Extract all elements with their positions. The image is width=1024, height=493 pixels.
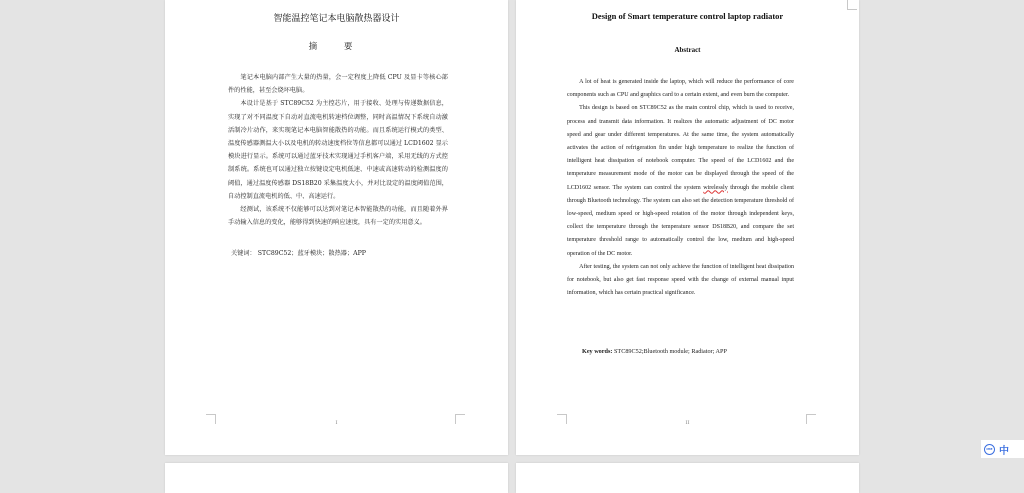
english-abstract-heading: Abstract [674, 46, 701, 54]
paragraph: 本设计是基于 STC89C52 为主控芯片，用于接收、处理与传递数据信息，实现了对不同温度下自动对直流电机转速档位调整，同时高温情况下系统自动激活制冷片动作，来实现笔记本电脑智能散热的功能。而且系统运行模式的类型、温度传感器测温大小以及电机的转动速度档位等信息都可以通过 LCD1602 显示模块进行显示。系统可以通过蓝牙技术实现通过手机客户端，采用无线的方式控制系统。系统也可以通过独立按键设定电机低速、中速或高速转动的检测温度的阈值，通过温度传感器 DS18B20 采集温度大小，并对比设定的温度阈值范围，自动控制直流电机的低、中、高速运行。 [228, 100, 448, 200]
english-title: Design of Smart temperature control laptop radiator [591, 11, 784, 21]
ime-language[interactable]: 中 [999, 445, 1009, 457]
ime-logo-icon: IME [984, 444, 995, 455]
chinese-abstract-body [228, 71, 448, 229]
english-keywords [582, 348, 727, 355]
page-number: II [685, 420, 690, 426]
document-page-2 [516, 0, 859, 455]
keywords-value: STC89C52;Bluetooth module; Radiator; APP [613, 348, 727, 355]
document-page-4 [516, 463, 859, 493]
chinese-abstract-heading: 摘 要 [308, 42, 365, 52]
text: through the mobile client through Bluetooth technology. The system can also set the detection temperature threshold of low-speed, medium speed or high-speed rotation of the motor through independent keys, collect the temperature through the temperature sensor DS18B20, and compare the set temperature threshold range to automatically control the low, medium and high-speed operation of the DC motor. [567, 184, 794, 257]
text: This design is based on STC89C52 as the main control chip, which is used to receive, process and transmit data information. It realizes the automatic adjustment of DC motor speed and gear under different temperatures. At the same time, the system automatically activates the action of refrigeration fin under high temperature to realize the function of intelligent heat dissipation of notebook computer. The speed of the LCD1602 and the temperature measurement mode of the motor can be displayed through the speed of the LCD1602 sensor. The system can control the system [567, 105, 794, 191]
paragraph: 经测试，该系统不仅能够可以达到对笔记本智能散热的功能，而且随着外界手动输入信息的变化，能够得到快速的响应速度，具有一定的实用意义。 [228, 206, 448, 227]
spellcheck-flagged-word[interactable]: wirelessly [703, 184, 728, 191]
keywords-value: STC89C52；蓝牙模块；散热器；APP [257, 250, 366, 257]
document-page-1 [165, 0, 508, 455]
paragraph: A lot of heat is generated inside the laptop, which will reduce the performance of core components such as CPU and graphics card to a certain extent, and even burn the computer. [567, 79, 794, 99]
document-page-3 [165, 463, 508, 493]
input-method-indicator[interactable] [981, 440, 1024, 458]
paragraph [567, 102, 794, 260]
keywords-label: 关键词： [231, 250, 256, 257]
paragraph: After testing, the system can not only achieve the function of intelligent heat dissipation for notebook, but also get fast response speed with the change of external manual input information, which has certain practical significance. [567, 263, 794, 297]
page-number: I [335, 420, 338, 426]
paragraph: 笔记本电脑内部产生大量的热量，会一定程度上降低 CPU 及显卡等核心部件的性能，甚至会烧坏电脑。 [228, 74, 448, 95]
margin-mark [847, 0, 857, 10]
english-abstract-body [567, 76, 794, 300]
chinese-keywords [231, 248, 366, 257]
chinese-title: 智能温控笔记本电脑散热器设计 [273, 14, 400, 24]
keywords-label: Key words: [582, 348, 613, 355]
